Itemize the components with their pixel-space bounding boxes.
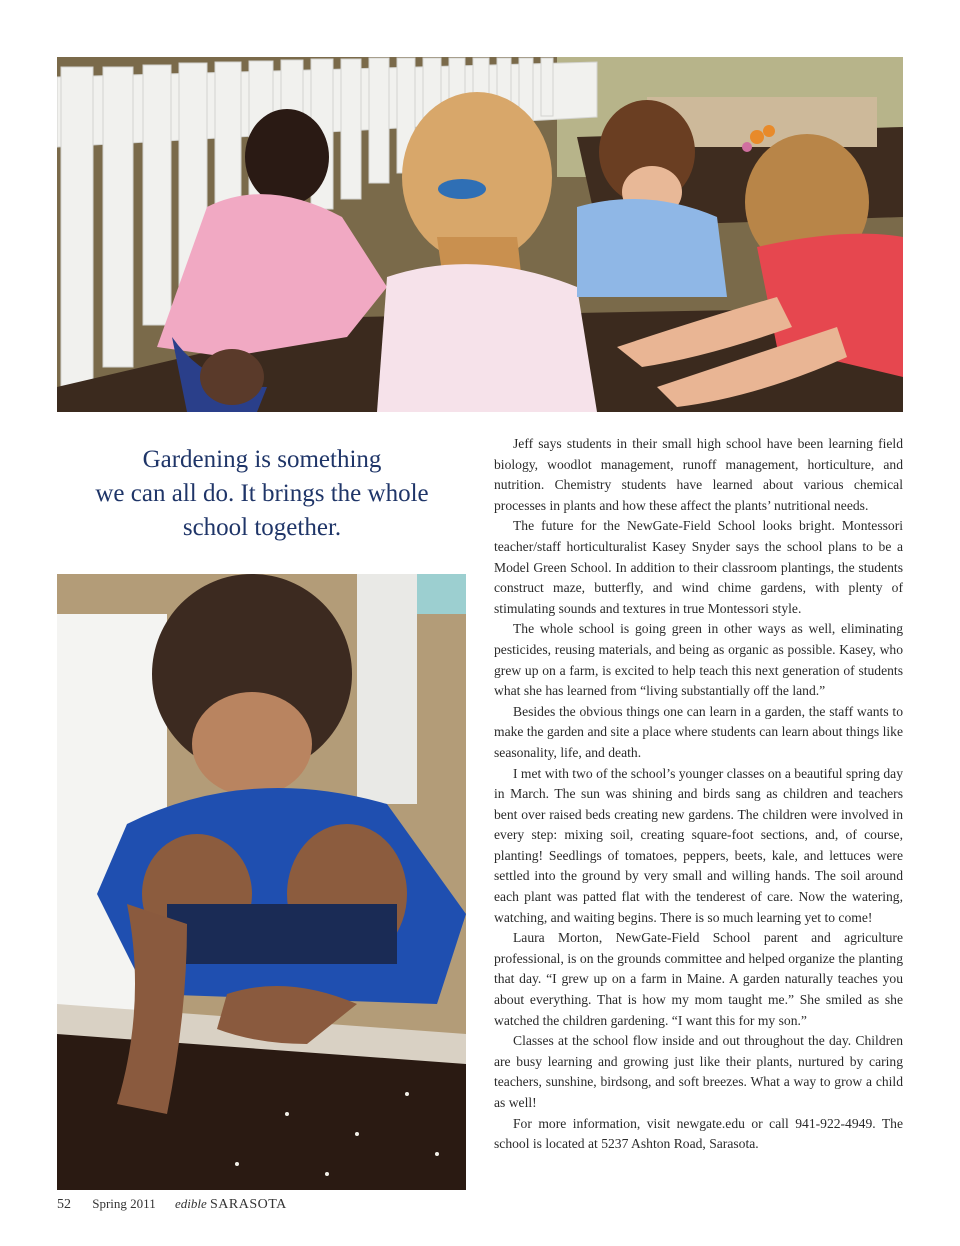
page-number: 52 <box>57 1197 71 1212</box>
photo-boy-planting <box>57 574 466 1190</box>
article-body <box>494 434 903 1155</box>
issue-label: Spring 2011 <box>92 1196 156 1211</box>
article-paragraph: For more information, visit newgate.edu or call 941-922-4949. The school is located at 5237 Ashton Road, Sarasota. <box>494 1115 903 1152</box>
article-paragraph: Jeff says students in their small high school have been learning field biology, woodlot management, runoff management, horticulture, and nutrition. Chemistry students have learned about various chemical processes in plants and how these affect the plants’ nutritional needs. <box>494 436 903 513</box>
article-paragraph: Laura Morton, NewGate-Field School parent and agriculture professional, is on the grounds committee and helped organize the planting that day. “I grew up on a farm in Maine. A garden naturally teaches you about everything. That is how my mom taught me.” She smiled as she watched the children gardening. “I want this for my son.” <box>494 930 903 1028</box>
article-paragraph: The future for the NewGate-Field School looks bright. Montessori teacher/staff horticulturalist Kasey Snyder says the school plans to be a Model Green School. In addition to their classroom plantings, the students construct maze, butterfly, and wind chime gardens, with plenty of stimulating sounds and textures in true Montessori style. <box>494 518 903 616</box>
article-paragraph: The whole school is going green in other ways as well, eliminating pesticides, reusing materials, and being as organic as possible. Kasey, who grew up on a farm, is excited to help teach this next generation of students what she has learned from “living substantially off the land.” <box>494 621 903 699</box>
brand-edible: edible <box>174 1196 207 1211</box>
article-paragraph: Besides the obvious things one can learn in a garden, the staff wants to make the garden and site a place where students can learn about things like seasonality, life, and death. <box>494 703 903 760</box>
pull-quote <box>70 443 454 545</box>
pull-quote-line-1: Gardening is something <box>142 446 382 473</box>
pull-quote-line-3: school together. <box>182 514 342 541</box>
page-footer <box>57 1196 287 1213</box>
photo-children-gardening <box>57 57 903 412</box>
pull-quote-line-2: we can all do. It brings the whole <box>95 480 429 507</box>
article-paragraph: I met with two of the school’s younger classes on a beautiful spring day in March. The sun was shining and birds sang as children and teachers bent over raised beds creating new gardens. The children were involved in every step: mixing soil, creating square-foot sections, and, of course, planting! Seedlings of tomatoes, peppers, beets, kale, and lettuces were settled into the ground by very small and willing hands. The soil around each plant was patted flat with the tenderest of care. Now the watering, watching, and waiting begins. There is so much learning yet to come! <box>494 765 903 925</box>
brand-name: SARASOTA <box>209 1197 287 1212</box>
article-paragraph: Classes at the school flow inside and out throughout the day. Children are busy learning and growing just like their plants, nurtured by caring teachers, sunshine, birdsong, and soft breezes. What a way to grow a child as well! <box>494 1033 903 1110</box>
